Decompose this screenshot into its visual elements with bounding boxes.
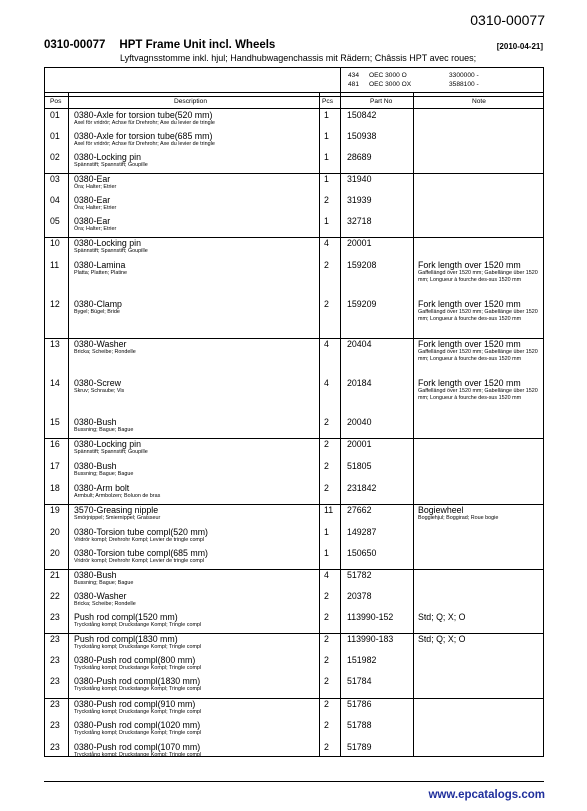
column-divider (413, 92, 414, 756)
row-description (74, 612, 324, 629)
row-pcs: 2 (324, 742, 329, 752)
header-code: 0310-00077 (44, 39, 106, 51)
row-part-number: 149287 (347, 527, 377, 537)
row-pos: 23 (50, 655, 60, 665)
row-pcs: 1 (324, 216, 329, 226)
row-description (74, 742, 324, 759)
row-description (74, 505, 324, 522)
row-translations: Bussning; Bague; Bague (74, 427, 134, 433)
table-rule (44, 237, 544, 238)
row-pcs: 2 (324, 299, 329, 309)
row-pcs: 2 (324, 439, 329, 449)
row-pcs: 2 (324, 260, 329, 270)
table-rule (44, 569, 544, 570)
row-pcs: 2 (324, 720, 329, 730)
column-divider (68, 92, 69, 756)
row-description (74, 339, 324, 356)
row-translations: Smörjnippel; Smiernippel; Graisseur (74, 515, 161, 521)
table-rule (44, 698, 544, 699)
row-note (418, 505, 546, 522)
table-rule (44, 338, 544, 339)
row-pcs: 4 (324, 378, 329, 388)
row-pcs: 2 (324, 483, 329, 493)
row-part-name: 0380-Arm bolt (74, 483, 130, 493)
row-translations: Axel för vridrör; Achse für Drehrohr; Axe du levier de tringle (74, 141, 215, 147)
row-pcs: 2 (324, 699, 329, 709)
row-note (418, 378, 546, 402)
row-pcs: 1 (324, 548, 329, 558)
row-description (74, 417, 324, 434)
row-description (74, 655, 324, 672)
row-part-name: 0380-Axle for torsion tube(520 mm) (74, 110, 213, 120)
row-pos: 17 (50, 461, 60, 471)
row-translations: Bygel; Bügel; Bride (74, 309, 120, 315)
row-part-name: 0380-Washer (74, 339, 127, 349)
row-pcs: 4 (324, 238, 329, 248)
row-pos: 05 (50, 216, 60, 226)
row-pos: 04 (50, 195, 60, 205)
row-part-number: 20001 (347, 439, 372, 449)
row-pos: 11 (50, 260, 60, 270)
row-note-translations: Gaffellängd över 1520 mm; Gabellänge über 1520 mm; Longueur à fourche des-sus 1520 mm (418, 309, 538, 323)
row-pcs: 2 (324, 417, 329, 427)
serial-model: 481 (348, 81, 360, 88)
row-part-name: 0380-Push rod compl(800 mm) (74, 655, 196, 665)
row-translations: Tryckstång kompl; Druckstange Kompl; Tringle compl (74, 752, 202, 758)
header-title: HPT Frame Unit incl. Wheels (119, 39, 276, 51)
row-part-name: Push rod compl(1830 mm) (74, 634, 178, 644)
row-pos: 03 (50, 174, 60, 184)
row-description (74, 720, 324, 737)
row-pcs: 11 (324, 505, 334, 515)
row-part-name: 0380-Clamp (74, 299, 122, 309)
row-part-number: 51784 (347, 676, 372, 686)
row-part-name: 3570-Greasing nipple (74, 505, 159, 515)
row-part-number: 51805 (347, 461, 372, 471)
row-pos: 23 (50, 699, 60, 709)
row-note-text: Std; Q; X; O (418, 612, 466, 622)
row-part-name: 0380-Locking pin (74, 439, 142, 449)
row-translations: Spännstift; Spannstift; Goupille (74, 162, 148, 168)
row-translations: Öra; Halter; Etrier (74, 205, 117, 211)
row-pcs: 4 (324, 339, 329, 349)
row-description (74, 591, 324, 608)
column-divider (340, 67, 341, 92)
row-description (74, 238, 324, 255)
row-pos: 02 (50, 152, 60, 162)
row-note-text: Fork length over 1520 mm (418, 260, 521, 270)
row-pos: 12 (50, 299, 60, 309)
row-pcs: 1 (324, 131, 329, 141)
page-title (44, 39, 275, 51)
table-rule (44, 438, 544, 439)
row-description (74, 174, 324, 191)
row-description (74, 299, 324, 316)
row-part-name: 0380-Push rod compl(1070 mm) (74, 742, 201, 752)
row-pcs: 1 (324, 110, 329, 120)
row-description (74, 260, 324, 277)
row-pos: 23 (50, 676, 60, 686)
row-part-name: 0380-Push rod compl(1020 mm) (74, 720, 201, 730)
row-part-number: 20001 (347, 238, 372, 248)
row-pos: 23 (50, 612, 60, 622)
row-note (418, 634, 546, 644)
row-note-translations: Gaffellängd över 1520 mm; Gabellänge über 1520 mm; Longueur à fourche des-sus 1520 mm (418, 388, 538, 402)
row-part-number: 27662 (347, 505, 372, 515)
row-part-number: 150842 (347, 110, 377, 120)
row-part-number: 51786 (347, 699, 372, 709)
row-part-name: 0380-Locking pin (74, 152, 142, 162)
row-part-name: Push rod compl(1520 mm) (74, 612, 178, 622)
row-translations: Armbult; Armbolzen; Boluon de bras (74, 493, 161, 499)
row-description (74, 131, 324, 148)
row-part-number: 51782 (347, 570, 372, 580)
row-translations: Vridrör kompl; Drehrohr Kompl; Levier de tringle compl (74, 537, 205, 543)
row-pos: 10 (50, 238, 60, 248)
row-part-name: 0380-Torsion tube compl(685 mm) (74, 548, 208, 558)
row-pcs: 2 (324, 634, 329, 644)
row-part-number: 150938 (347, 131, 377, 141)
parts-table-frame (44, 67, 544, 757)
row-translations: Spännstift; Spannstift; Goupille (74, 248, 148, 254)
row-part-name: 0380-Push rod compl(1830 mm) (74, 676, 201, 686)
row-translations: Bricka; Scheibe; Rondelle (74, 601, 136, 607)
row-pos: 15 (50, 417, 60, 427)
row-part-number: 159209 (347, 299, 377, 309)
row-part-number: 51788 (347, 720, 372, 730)
row-part-name: 0380-Ear (74, 195, 111, 205)
row-part-number: 159208 (347, 260, 377, 270)
row-pos: 19 (50, 505, 60, 515)
row-description (74, 570, 324, 587)
row-pos: 18 (50, 483, 60, 493)
row-pos: 21 (50, 570, 60, 580)
row-description (74, 461, 324, 478)
row-description (74, 676, 324, 693)
column-header-part-no: Part No (370, 98, 393, 105)
row-pos: 23 (50, 634, 60, 644)
row-pcs: 2 (324, 655, 329, 665)
table-rule (44, 108, 544, 109)
row-part-number: 20404 (347, 339, 372, 349)
column-header-note: Note (472, 98, 486, 105)
row-translations: Tryckstång kompl; Druckstange Kompl; Tringle compl (74, 686, 202, 692)
row-note-text: Fork length over 1520 mm (418, 299, 521, 309)
row-part-name: 0380-Axle for torsion tube(685 mm) (74, 131, 213, 141)
row-part-number: 20184 (347, 378, 372, 388)
row-pos: 23 (50, 742, 60, 752)
row-pcs: 2 (324, 612, 329, 622)
column-header-pcs: Pcs (322, 98, 333, 105)
row-pcs: 1 (324, 174, 329, 184)
row-translations: Tryckstång kompl; Druckstange Kompl; Tringle compl (74, 644, 202, 650)
row-pcs: 2 (324, 195, 329, 205)
row-part-name: 0380-Washer (74, 591, 127, 601)
row-description (74, 110, 324, 127)
row-translations: Vridrör kompl; Drehrohr Kompl; Levier de tringle compl (74, 558, 205, 564)
row-part-number: 20040 (347, 417, 372, 427)
row-note-text: Fork length over 1520 mm (418, 339, 521, 349)
row-part-number: 113990-183 (347, 634, 394, 644)
row-part-name: 0380-Lamina (74, 260, 126, 270)
row-note (418, 299, 546, 323)
row-pos: 14 (50, 378, 60, 388)
row-pcs: 4 (324, 570, 329, 580)
row-description (74, 195, 324, 212)
row-note-translations: Gaffellängd över 1520 mm; Gabellänge über 1520 mm; Longueur à fourche des-sus 1520 mm (418, 270, 538, 284)
page-subtitle: Lyftvagnsstomme inkl. hjul; Handhubwagenchassis mit Rädern; Châssis HPT avec roues; (120, 53, 477, 63)
row-translations: Öra; Halter; Etrier (74, 226, 117, 232)
row-part-name: 0380-Locking pin (74, 238, 142, 248)
row-part-name: 0380-Bush (74, 570, 117, 580)
row-pcs: 2 (324, 676, 329, 686)
row-part-number: 20378 (347, 591, 372, 601)
column-header-pos: Pos (50, 98, 62, 105)
row-part-name: 0380-Push rod compl(910 mm) (74, 699, 196, 709)
row-translations: Axel för vridrör; Achse für Drehrohr; Axe du levier de tringle (74, 120, 215, 126)
row-note-translations: Boggiehjul; Boggirad; Roue bogie (418, 515, 499, 521)
row-translations: Tryckstång kompl; Druckstange Kompl; Tringle compl (74, 709, 202, 715)
row-pos: 16 (50, 439, 60, 449)
row-translations: Tryckstång kompl; Druckstange Kompl; Tringle compl (74, 622, 202, 628)
document-number: 0310-00077 (470, 12, 545, 28)
row-description (74, 483, 324, 500)
table-rule (44, 173, 544, 174)
row-translations: Bussning; Bague; Bague (74, 580, 134, 586)
serial-model: 434 (348, 72, 360, 79)
row-note-text: Bogiewheel (418, 505, 464, 515)
serial-number: 3588100 - (449, 81, 479, 88)
row-pcs: 1 (324, 527, 329, 537)
row-pos: 20 (50, 548, 60, 558)
row-pcs: 2 (324, 591, 329, 601)
row-part-number: 150650 (347, 548, 377, 558)
document-date: [2010-04-21] (496, 42, 543, 51)
row-part-number: 151982 (347, 655, 377, 665)
row-part-name: 0380-Torsion tube compl(520 mm) (74, 527, 208, 537)
row-part-name: 0380-Bush (74, 417, 117, 427)
column-divider (319, 92, 320, 756)
row-pos: 01 (50, 131, 60, 141)
row-description (74, 527, 324, 544)
serial-oec: OEC 3000 O (369, 72, 407, 79)
row-description (74, 699, 324, 716)
row-translations: Platta; Platten; Platine (74, 270, 128, 276)
serial-number: 3300000 - (449, 72, 479, 79)
row-note-translations: Gaffellängd över 1520 mm; Gabellänge über 1520 mm; Longueur à fourche des-sus 1520 mm (418, 349, 538, 363)
row-translations: Öra; Halter; Etrier (74, 184, 117, 190)
row-description (74, 548, 324, 565)
row-note-text: Fork length over 1520 mm (418, 378, 521, 388)
row-part-number: 51789 (347, 742, 372, 752)
serial-oec: OEC 3000 OX (369, 81, 412, 88)
row-part-name: 0380-Ear (74, 216, 111, 226)
row-translations: Bussning; Bague; Bague (74, 471, 134, 477)
row-description (74, 634, 324, 651)
column-header-description: Description (174, 98, 207, 105)
row-description (74, 439, 324, 456)
row-note (418, 339, 546, 363)
row-part-name: 0380-Screw (74, 378, 121, 388)
row-translations: Tryckstång kompl; Druckstange Kompl; Tringle compl (74, 730, 202, 736)
row-description (74, 152, 324, 169)
row-pos: 13 (50, 339, 60, 349)
row-pos: 23 (50, 720, 60, 730)
row-note-text: Std; Q; X; O (418, 634, 466, 644)
row-pos: 22 (50, 591, 60, 601)
watermark: www.epcatalogs.com (428, 789, 545, 801)
row-part-number: 231842 (347, 483, 377, 493)
table-rule (44, 92, 544, 93)
row-description (74, 378, 324, 395)
row-part-number: 31940 (347, 174, 372, 184)
row-translations: Spännstift; Spannstift; Goupille (74, 449, 148, 455)
table-rule (44, 504, 544, 505)
row-translations: Skruv; Schraube; Vis (74, 388, 125, 394)
table-rule (44, 633, 544, 634)
row-pcs: 2 (324, 461, 329, 471)
row-translations: Tryckstång kompl; Druckstange Kompl; Tringle compl (74, 665, 202, 671)
row-part-number: 32718 (347, 216, 372, 226)
table-rule (44, 96, 544, 97)
row-part-number: 31939 (347, 195, 372, 205)
column-divider (340, 92, 341, 756)
row-part-name: 0380-Bush (74, 461, 117, 471)
row-part-name: 0380-Ear (74, 174, 111, 184)
row-translations: Bricka; Scheibe; Rondelle (74, 349, 136, 355)
row-part-number: 28689 (347, 152, 372, 162)
row-note (418, 260, 546, 284)
row-part-number: 113990-152 (347, 612, 394, 622)
footer-rule (44, 781, 544, 782)
row-pos: 01 (50, 110, 60, 120)
row-note (418, 612, 546, 622)
row-pcs: 1 (324, 152, 329, 162)
row-pos: 20 (50, 527, 60, 537)
row-description (74, 216, 324, 233)
